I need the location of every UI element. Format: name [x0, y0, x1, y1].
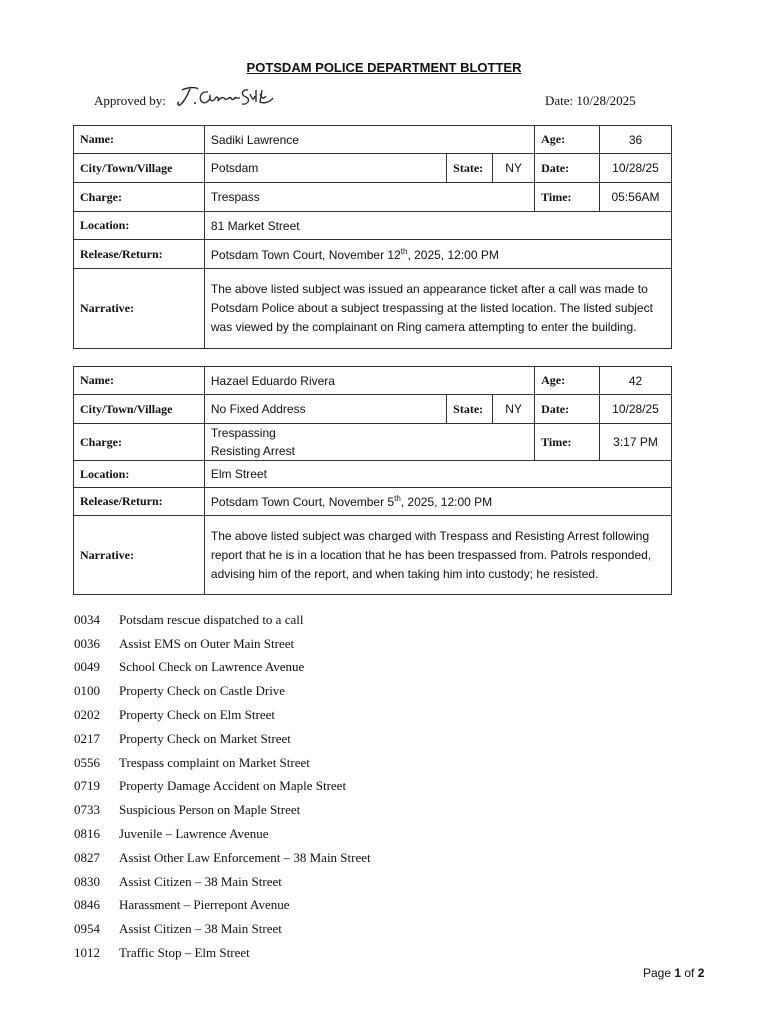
time-label: Time:	[535, 183, 600, 212]
release-label: Release/Return:	[74, 240, 205, 269]
charge-label: Charge:	[74, 424, 205, 461]
release-date-suffix: th	[394, 494, 401, 503]
log-time: 1012	[74, 945, 100, 961]
log-time: 0830	[74, 873, 100, 889]
log-time: 0100	[74, 683, 100, 699]
log-time: 0034	[74, 611, 100, 627]
release-date-suffix: th	[400, 246, 408, 256]
list-item	[74, 822, 371, 846]
narrative-text: The above listed subject was issued an appearance ticket after a call was made to Potsdam Police about a subject trespassing at the listed location. The listed subject was viewed by the complainant on Ring camera attempting to enter the building.	[204, 269, 671, 349]
name-label: Name:	[74, 367, 205, 395]
age-label: Age:	[535, 126, 600, 154]
location-label: Location:	[74, 461, 205, 488]
release-court-date: Potsdam Town Court, November 5	[210, 495, 395, 509]
log-time: 0036	[74, 635, 100, 651]
charge-label: Charge:	[74, 183, 205, 212]
charge-value	[204, 183, 534, 212]
log-text: Traffic Stop – Elm Street	[119, 945, 250, 961]
page-number	[643, 966, 704, 980]
charge-line: Resisting Arrest	[210, 444, 295, 458]
log-text: Assist Other Law Enforcement – 38 Main Street	[119, 849, 371, 865]
release-value	[204, 240, 671, 269]
page-prefix: Page	[643, 966, 675, 980]
city-label: City/Town/Village	[74, 395, 205, 424]
list-item	[74, 775, 371, 799]
list-item	[74, 870, 371, 894]
narrative-label: Narrative:	[74, 516, 205, 595]
location-value: Elm Street	[204, 461, 671, 488]
list-item	[74, 798, 371, 822]
list-item	[74, 703, 371, 727]
arrest-time: 05:56AM	[600, 183, 672, 212]
city-label: City/Town/Village	[74, 154, 205, 183]
log-time: 0719	[74, 778, 100, 794]
log-time: 0217	[74, 730, 100, 746]
state-label: State:	[447, 395, 493, 424]
list-item	[74, 608, 371, 632]
list-item	[74, 894, 371, 918]
subject-name: Sadiki Lawrence	[204, 126, 534, 154]
log-text: Assist Citizen – 38 Main Street	[119, 921, 282, 937]
approver-signature	[176, 84, 276, 115]
log-text: Property Check on Castle Drive	[119, 683, 286, 699]
date-label: Date:	[535, 154, 600, 183]
location-label: Location:	[74, 212, 205, 240]
list-item	[74, 941, 371, 965]
log-text: Harassment – Pierrepont Avenue	[119, 897, 290, 913]
subject-state: NY	[493, 154, 535, 183]
name-label: Name:	[74, 126, 205, 154]
call-log	[74, 608, 371, 965]
subject-city: Potsdam	[204, 154, 446, 183]
blotter-date: Date: 10/28/2025	[545, 93, 636, 108]
list-item	[74, 632, 371, 656]
release-time: , 2025, 12:00 PM	[407, 247, 499, 262]
date-label: Date:	[535, 395, 600, 424]
log-text: Property Damage Accident on Maple Street	[119, 778, 347, 794]
subject-age: 42	[600, 367, 672, 395]
subject-city: No Fixed Address	[204, 395, 446, 424]
log-time: 0846	[74, 897, 100, 913]
log-text: Suspicious Person on Maple Street	[119, 802, 301, 818]
subject-age: 36	[600, 126, 672, 154]
log-time: 0816	[74, 826, 100, 842]
age-label: Age:	[535, 367, 600, 395]
log-time: 0733	[74, 802, 100, 818]
log-time: 0202	[74, 707, 100, 723]
page-total: 2	[697, 966, 705, 980]
list-item	[74, 727, 371, 751]
release-court-date: Potsdam Town Court, November 12	[210, 247, 401, 262]
log-text: Property Check on Market Street	[119, 730, 291, 746]
page-current: 1	[674, 966, 682, 980]
log-time: 0049	[74, 659, 100, 675]
list-item	[74, 751, 371, 775]
log-text: Assist EMS on Outer Main Street	[119, 635, 295, 651]
narrative-text: The above listed subject was charged with Trespass and Resisting Arrest following report that he is in a location that he has been trespassed from. Patrols responded, advising him of the report, and when taking him into custody; he resisted.	[204, 516, 671, 595]
subject-state: NY	[493, 395, 535, 424]
arrest-date: 10/28/25	[600, 154, 672, 183]
log-text: School Check on Lawrence Avenue	[119, 659, 305, 675]
log-text: Trespass complaint on Market Street	[119, 754, 310, 770]
charge-value	[204, 424, 534, 461]
location-value: 81 Market Street	[204, 212, 671, 240]
release-time: , 2025, 12:00 PM	[400, 495, 493, 509]
arrest-date: 10/28/25	[600, 395, 672, 424]
log-text: Potsdam rescue dispatched to a call	[119, 611, 304, 627]
list-item	[74, 917, 371, 941]
narrative-label: Narrative:	[74, 269, 205, 349]
charge-line: Trespassing	[210, 426, 276, 440]
page-title: POTSDAM POLICE DEPARTMENT BLOTTER	[246, 60, 522, 75]
state-label: State:	[447, 154, 493, 183]
charge-line: Trespass	[210, 190, 260, 204]
list-item	[74, 656, 371, 680]
log-text: Property Check on Elm Street	[119, 707, 275, 723]
page-of: of	[681, 966, 698, 980]
approved-by-label: Approved by:	[94, 93, 166, 108]
release-label: Release/Return:	[74, 488, 205, 516]
list-item	[74, 679, 371, 703]
log-time: 0954	[74, 921, 100, 937]
subject-name: Hazael Eduardo Rivera	[204, 367, 534, 395]
log-text: Juvenile – Lawrence Avenue	[119, 826, 269, 842]
release-value	[204, 488, 671, 516]
list-item	[74, 846, 371, 870]
log-time: 0556	[74, 754, 100, 770]
log-text: Assist Citizen – 38 Main Street	[119, 873, 282, 889]
time-label: Time:	[535, 424, 600, 461]
arrest-record-table	[73, 125, 672, 349]
arrest-time: 3:17 PM	[600, 424, 672, 461]
log-time: 0827	[74, 849, 100, 865]
arrest-record-table	[73, 366, 672, 595]
